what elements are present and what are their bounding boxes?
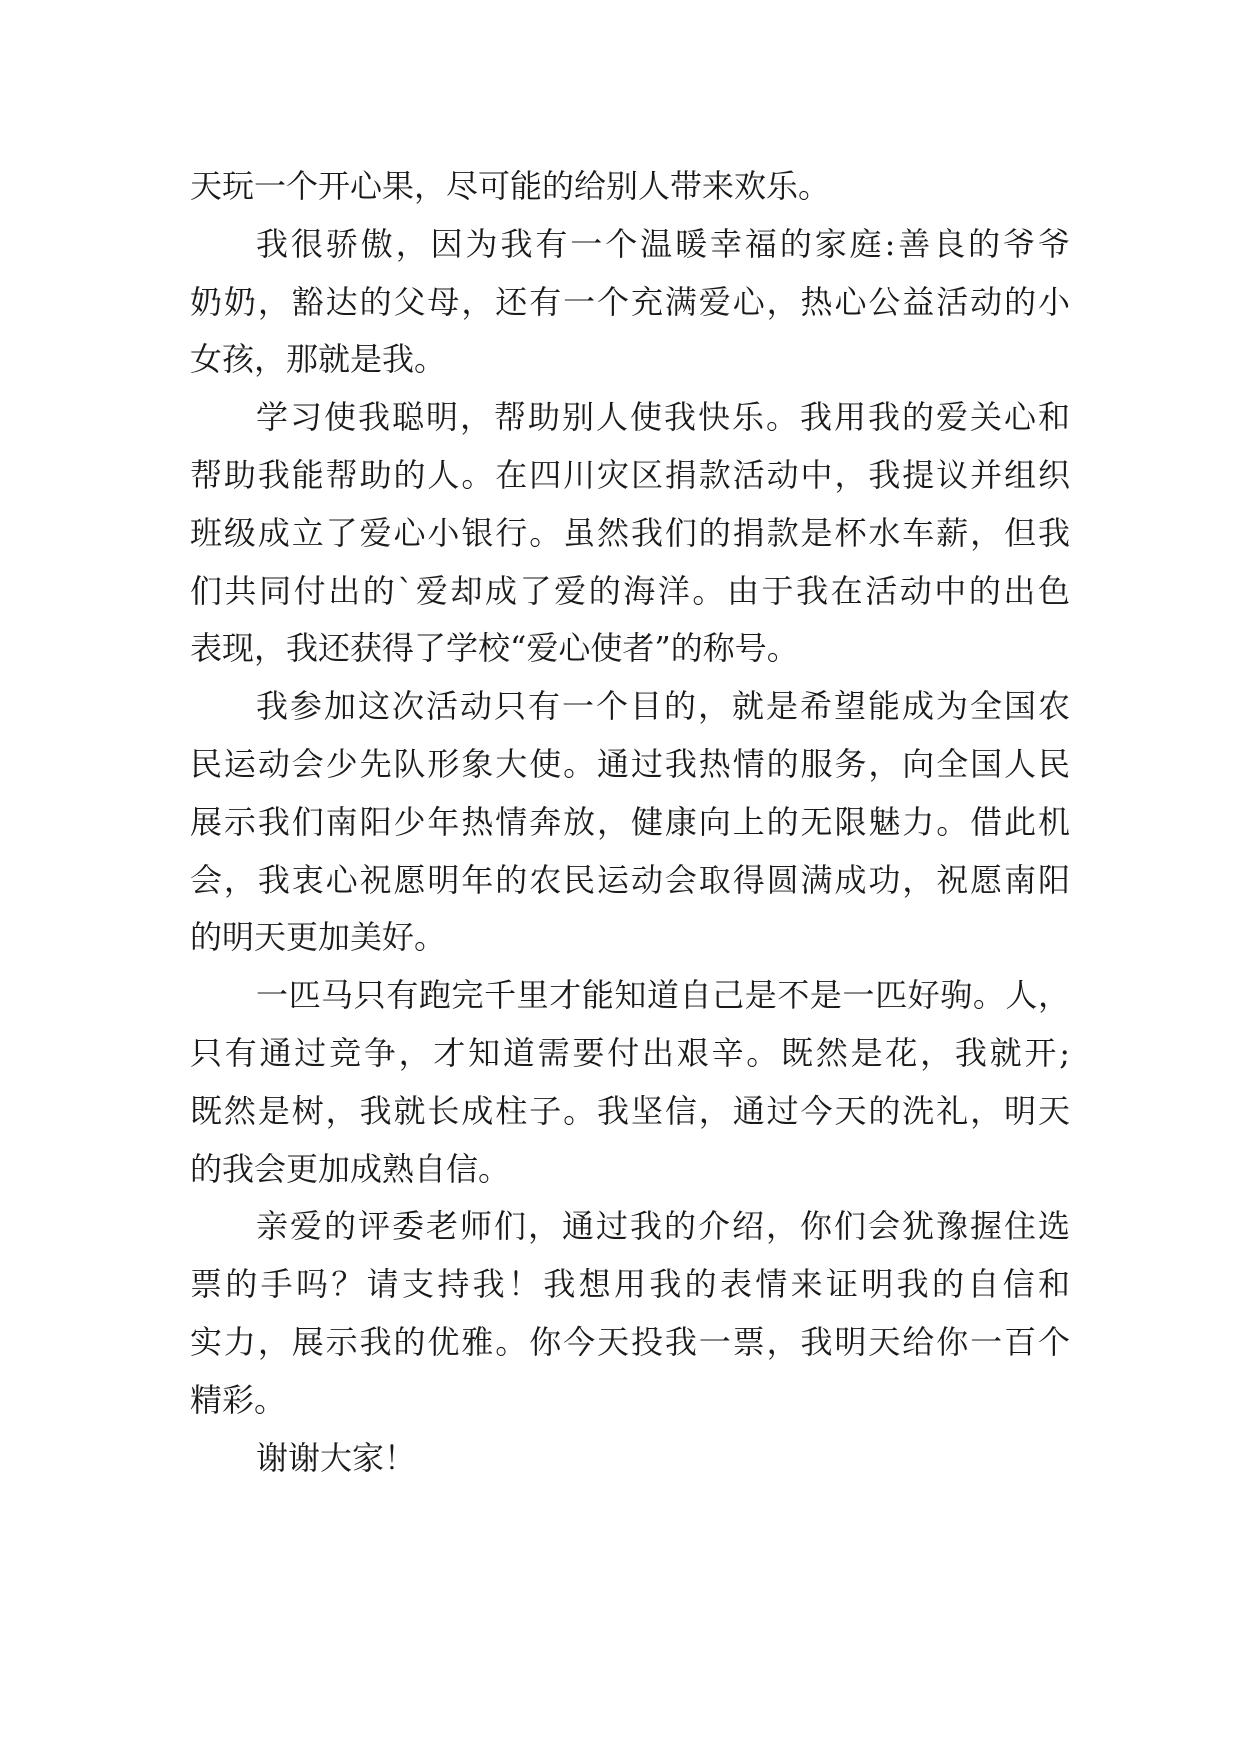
- text-line: 我很骄傲，因为我有一个温暖幸福的家庭:善良的爷爷: [256, 224, 1070, 263]
- paragraph: [190, 389, 1070, 678]
- text-line: 帮助我能帮助的人。在四川灾区捐款活动中，我提议并组织: [190, 455, 1070, 494]
- text-line: 我参加这次活动只有一个目的，就是希望能成为全国农: [256, 687, 1070, 726]
- text-line: 精彩。: [190, 1380, 287, 1419]
- text-line: 的明天更加美好。: [190, 918, 447, 957]
- paragraph: [190, 1198, 1070, 1429]
- text-line: 奶奶，豁达的父母，还有一个充满爱心，热心公益活动的小: [190, 282, 1070, 321]
- text-line: 实力，展示我的优雅。你今天投我一票，我明天给你一百个: [190, 1322, 1070, 1361]
- text-line: 班级成立了爱心小银行。虽然我们的捐款是杯水车薪，但我: [190, 513, 1070, 552]
- text-line: 民运动会少先队形象大使。通过我热情的服务，向全国人民: [190, 744, 1070, 783]
- text-line: 女孩，那就是我。: [190, 340, 447, 379]
- document-body: [190, 158, 1070, 1487]
- text-line: 一匹马只有跑完千里才能知道自己是不是一匹好驹。人，: [256, 976, 1070, 1015]
- paragraph: [190, 678, 1070, 967]
- text-line: 亲爱的评委老师们，通过我的介绍，你们会犹豫握住选: [256, 1207, 1070, 1246]
- paragraph: [190, 158, 1070, 216]
- paragraph: [190, 1430, 1070, 1488]
- text-line: 票的手吗？请支持我！我想用我的表情来证明我的自信和: [190, 1265, 1070, 1304]
- paragraph: [190, 216, 1070, 389]
- text-line: 们共同付出的`爱却成了爱的海洋。由于我在活动中的出色: [190, 571, 1070, 610]
- text-line: 表现，我还获得了学校“爱心使者”的称号。: [190, 629, 799, 668]
- paragraph: [190, 967, 1070, 1198]
- text-line: 学习使我聪明，帮助别人使我快乐。我用我的爱关心和: [256, 398, 1070, 437]
- text-line: 只有通过竞争，才知道需要付出艰辛。既然是花，我就开;: [190, 1033, 1070, 1072]
- text-line: 天玩一个开心果，尽可能的给别人带来欢乐。: [190, 167, 831, 205]
- text-line: 会，我衷心祝愿明年的农民运动会取得圆满成功，祝愿南阳: [190, 860, 1070, 899]
- text-line: 展示我们南阳少年热情奔放，健康向上的无限魅力。借此机: [190, 802, 1070, 841]
- text-line: 谢谢大家！: [256, 1438, 417, 1477]
- text-line: 的我会更加成熟自信。: [190, 1149, 511, 1188]
- text-line: 既然是树，我就长成柱子。我坚信，通过今天的洗礼，明天: [190, 1091, 1070, 1130]
